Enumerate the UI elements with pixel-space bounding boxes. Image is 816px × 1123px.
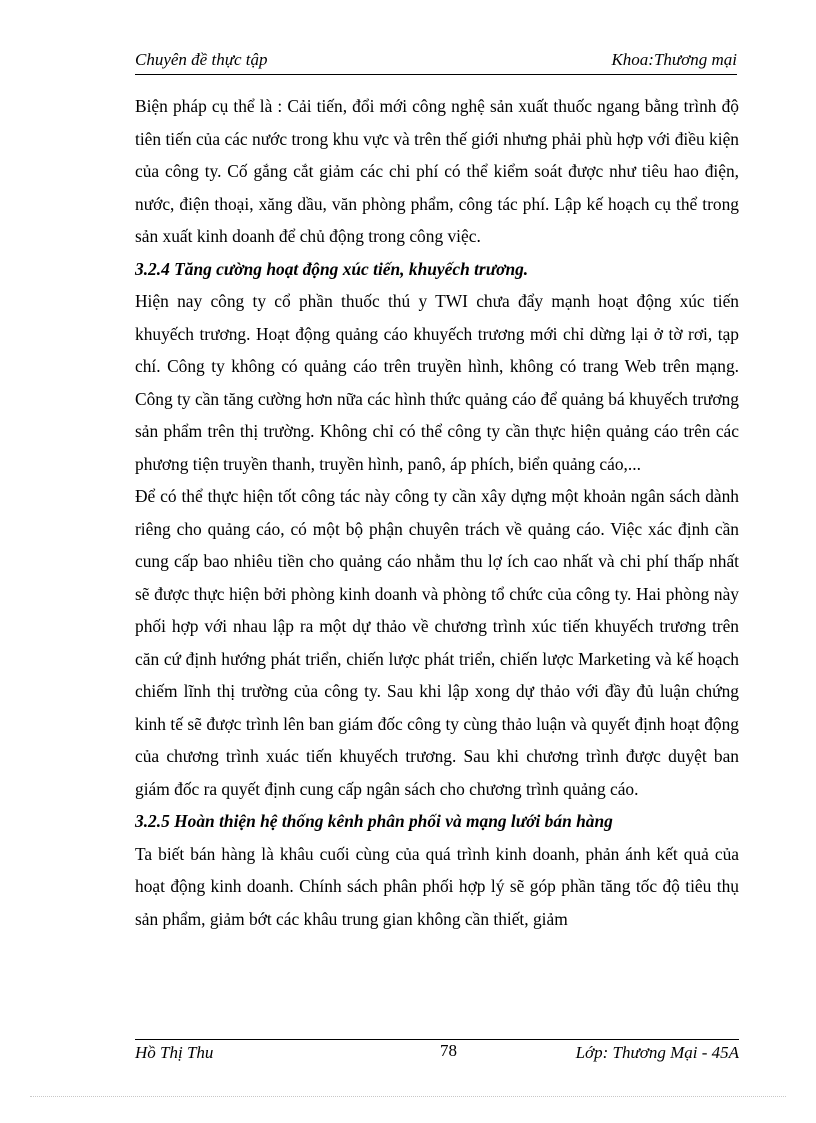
footer-author: Hồ Thị Thu xyxy=(135,1043,214,1062)
footer-class: Lớp: Thương Mại - 45A xyxy=(575,1043,739,1062)
footer-divider xyxy=(135,1039,739,1040)
paragraph-promotion-budget: Để có thể thực hiện tốt công tác này công ty cần xây dựng một khoản ngân sách dành riêng cho quảng cáo, có một bộ phận chuyên trách về quảng cáo. Việc xác định cần cung cấp bao nhiêu tiền cho quảng cáo nhằm thu lợ ích cao nhất và chi phí thấp nhất sẽ được thực hiện bởi phòng kinh doanh và phòng tổ chức của công ty. Hai phòng này phối hợp với nhau lập ra một dự thảo về chương trình xúc tiến khuyếch trương trên căn cứ định hướng phát triển, chiến lược phát triển, chiến lược Marketing và kế hoạch chiếm lĩnh thị trường của công ty. Sau khi lập xong dự thảo với đầy đủ luận chứng kinh tế sẽ được trình lên ban giám đốc công ty cùng thảo luận và quyết định hoạt động của chương trình xuác tiến khuyếch trương. Sau khi chương trình được duyệt ban giám đốc ra quyết định cung cấp ngân sách cho chương trình quảng cáo. xyxy=(135,486,739,799)
heading-3-2-4: 3.2.4 Tăng cường hoạt động xúc tiến, khuyếch trương. xyxy=(135,258,529,279)
paragraph-distribution: Ta biết bán hàng là khâu cuối cùng của quá trình kinh doanh, phản ánh kết quả của hoạt động kinh doanh. Chính sách phân phối hợp lý sẽ góp phần tăng tốc độ tiêu thụ sản phẩm, giảm bớt các khâu trung gian không cần thiết, giảm xyxy=(135,843,739,929)
heading-3-2-5: 3.2.5 Hoàn thiện hệ thống kênh phân phối và mạng lưới bán hàng xyxy=(135,811,613,831)
paragraph-measures: Biện pháp cụ thể là : Cải tiến, đổi mới công nghệ sản xuất thuốc ngang bằng trình độ tiên tiến của các nước trong khu vực và trên thế giới nhưng phải phù hợp với điều kiện của công ty. Cố gắng cắt giảm các chi phí có thể kiểm soát được như tiêu hao điện, nước, điện thoại, xăng dầu, văn phòng phẩm, công tác phí. Lập kế hoạch cụ thể trong sản xuất kinh doanh để chủ động trong công việc. xyxy=(135,96,739,246)
header-document-type: Chuyên đề thực tập xyxy=(135,50,268,69)
page-number: 78 xyxy=(440,1041,457,1060)
document-body xyxy=(135,90,739,935)
page-bottom-edge xyxy=(30,1096,786,1097)
header-faculty: Khoa:Thương mại xyxy=(611,50,737,69)
page-header xyxy=(135,48,737,75)
paragraph-promotion-current: Hiện nay công ty cổ phần thuốc thú y TWI chưa đẩy mạnh hoạt động xúc tiến khuyếch trương. Hoạt động quảng cáo khuyếch trương mới chỉ dừng lại ở tờ rơi, tạp chí. Công ty không có quảng cáo trên truyền hình, không có trang Web trên mạng. Công ty cần tăng cường hơn nữa các hình thức quảng cáo để quảng bá khuyếch trương sản phẩm trên thị trường. Không chỉ có thể công ty cần thực hiện quảng cáo trên các phương tiện truyền thanh, truyền hình, panô, áp phích, biển quảng cáo,... xyxy=(135,291,739,474)
page-footer xyxy=(135,1041,739,1065)
